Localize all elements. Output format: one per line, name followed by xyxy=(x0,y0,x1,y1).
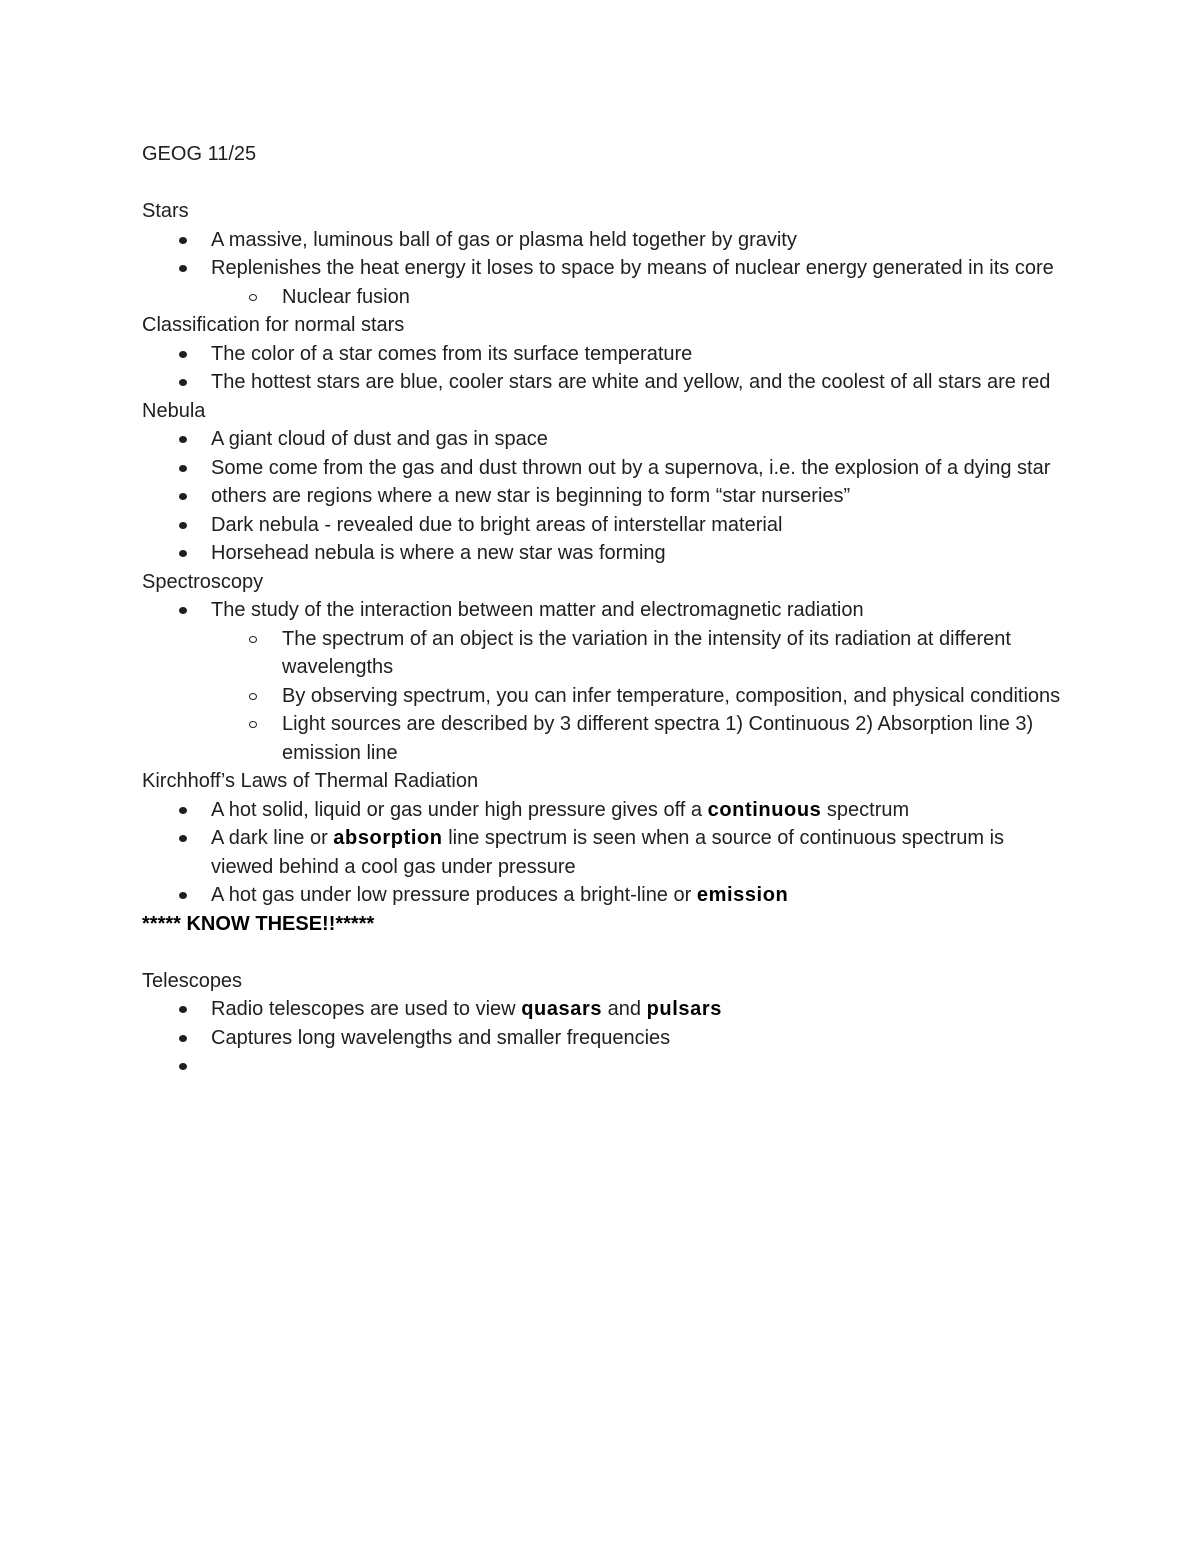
list-item xyxy=(142,511,1062,540)
list-item-text: The color of a star comes from its surface temperature xyxy=(211,342,693,365)
spectroscopy-list xyxy=(142,596,1062,767)
list-item-text: Some come from the gas and dust thrown out by a supernova, i.e. the explosion of a dying star xyxy=(211,456,1051,479)
list-item-text: and xyxy=(602,998,647,1020)
sub-list-item-text: The spectrum of an object is the variation in the intensity of its radiation at different wavelengths xyxy=(282,627,1011,678)
list-item xyxy=(142,824,1062,881)
kirchhoff-list xyxy=(142,796,1062,910)
sub-list-item-text: Light sources are described by 3 different spectra 1) Continuous 2) Absorption line 3) emission line xyxy=(282,713,1034,764)
section-heading-spectroscopy: Spectroscopy xyxy=(142,570,264,593)
list-item xyxy=(142,368,1062,397)
section-heading-classification: Classification for normal stars xyxy=(142,314,405,336)
list-item xyxy=(142,1024,1062,1053)
list-item-text: Captures long wavelengths and smaller frequencies xyxy=(211,1026,671,1049)
list-item-text: line spectrum is seen when a source of continuous spectrum is viewed behind a cool gas under pressure xyxy=(211,827,1005,878)
list-item-text: others are regions where a new star is beginning to form “star nurseries” xyxy=(211,485,851,507)
list-item-text: A giant cloud of dust and gas in space xyxy=(211,428,548,450)
bold-term: emission xyxy=(696,884,789,906)
list-item xyxy=(142,995,1062,1024)
list-item xyxy=(142,596,1062,767)
bold-term: continuous xyxy=(707,798,822,821)
stars-list xyxy=(142,226,1062,312)
document-title: GEOG 11/25 xyxy=(142,143,257,165)
telescopes-list xyxy=(142,995,1062,1081)
sub-list-item-text: Nuclear fusion xyxy=(282,285,410,308)
know-these-note: ***** KNOW THESE!!***** xyxy=(142,912,375,935)
section-heading-stars: Stars xyxy=(142,200,189,222)
bold-term: pulsars xyxy=(646,998,722,1020)
sub-list-item xyxy=(211,625,1062,682)
list-item xyxy=(142,454,1062,483)
list-item-text: Dark nebula - revealed due to bright areas of interstellar material xyxy=(211,513,783,536)
section-heading-telescopes: Telescopes xyxy=(142,969,243,992)
section-heading-kirchhoff: Kirchhoff’s Laws of Thermal Radiation xyxy=(142,770,479,792)
spectroscopy-sublist xyxy=(211,625,1062,768)
list-item xyxy=(142,796,1062,825)
sub-list-item xyxy=(211,682,1062,711)
list-item xyxy=(142,254,1062,311)
blank-line xyxy=(142,169,1062,198)
list-item-text: Radio telescopes are used to view xyxy=(211,998,522,1020)
document-page xyxy=(142,140,1062,1081)
list-item-text: A dark line or xyxy=(211,827,334,849)
nebula-list xyxy=(142,425,1062,568)
list-item xyxy=(142,226,1062,255)
list-item-text: A massive, luminous ball of gas or plasma held together by gravity xyxy=(211,228,797,251)
list-item-empty xyxy=(142,1052,1062,1081)
stars-sublist xyxy=(211,283,1062,312)
sub-list-item-text: By observing spectrum, you can infer temperature, composition, and physical conditions xyxy=(282,684,1061,707)
list-item-text: spectrum xyxy=(821,798,910,821)
list-item xyxy=(142,425,1062,454)
list-item-text: A hot gas under low pressure produces a bright-line or xyxy=(211,884,697,906)
bold-term: absorption xyxy=(333,827,443,849)
list-item-text: A hot solid, liquid or gas under high pressure gives off a xyxy=(211,798,708,821)
list-item xyxy=(142,340,1062,369)
classification-list xyxy=(142,340,1062,397)
blank-line xyxy=(142,938,1062,967)
list-item xyxy=(142,539,1062,568)
list-item xyxy=(142,881,1062,910)
bold-term: quasars xyxy=(521,998,603,1020)
list-item-text: The hottest stars are blue, cooler stars are white and yellow, and the coolest of all stars are red xyxy=(211,371,1051,393)
list-item-text: Horsehead nebula is where a new star was forming xyxy=(211,542,666,564)
list-item-text: Replenishes the heat energy it loses to space by means of nuclear energy generated in its core xyxy=(211,257,1054,279)
sub-list-item xyxy=(211,710,1062,767)
list-item xyxy=(142,482,1062,511)
sub-list-item xyxy=(211,283,1062,312)
list-item-text: The study of the interaction between matter and electromagnetic radiation xyxy=(211,599,864,621)
section-heading-nebula: Nebula xyxy=(142,399,206,422)
